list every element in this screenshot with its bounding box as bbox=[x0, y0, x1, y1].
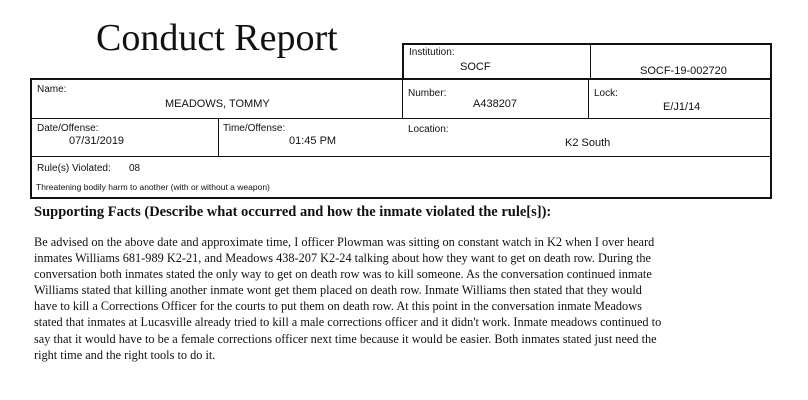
lock-value: E/J1/14 bbox=[663, 101, 701, 113]
inmate-info-box bbox=[30, 78, 772, 199]
report-number: SOCF-19-002720 bbox=[640, 65, 727, 77]
narrative-line: say that it would have to be a female corrections officer next time because it would be easier. Both inmates stated just need the bbox=[34, 331, 657, 346]
location-value: K2 South bbox=[565, 137, 611, 149]
narrative-line: right time and the right tools to do it. bbox=[34, 347, 216, 362]
name-divider bbox=[402, 80, 403, 118]
number-label: Number: bbox=[408, 88, 447, 99]
row2-divider bbox=[32, 156, 770, 157]
narrative-line: inmates Williams 681-989 K2-21, and Meadows 438-207 K2-24 talking about how they want to get on death row. During the bbox=[34, 251, 651, 266]
number-value: A438207 bbox=[473, 98, 518, 110]
narrative-line: have to kill a Corrections Officer for the courts to put them on death row. At this point in the conversation inmate Meadows bbox=[34, 299, 642, 314]
number-divider bbox=[588, 80, 589, 118]
institution-label: Institution: bbox=[409, 47, 455, 58]
institution-divider bbox=[590, 45, 591, 78]
date-value: 07/31/2019 bbox=[69, 135, 125, 147]
lock-label: Lock: bbox=[594, 88, 618, 99]
narrative-line: stated that inmates at Lucasville already tried to kill a male corrections officer and it didn't work. Inmate meadows continued to bbox=[34, 315, 662, 330]
date-label: Date/Offense: bbox=[37, 123, 99, 134]
institution-box bbox=[402, 43, 772, 80]
row1-divider bbox=[32, 118, 770, 119]
narrative-text bbox=[34, 234, 794, 363]
location-label: Location: bbox=[408, 124, 449, 135]
supporting-facts-heading: Supporting Facts (Describe what occurred and how the inmate violated the rule[s]): bbox=[34, 204, 552, 220]
rules-label: Rule(s) Violated: bbox=[37, 163, 111, 174]
institution-value: SOCF bbox=[460, 61, 491, 73]
name-value: MEADOWS, TOMMY bbox=[165, 98, 270, 110]
name-label: Name: bbox=[37, 84, 67, 95]
rules-value: 08 bbox=[129, 163, 141, 174]
report-title: Conduct Report bbox=[96, 17, 338, 59]
time-label: Time/Offense: bbox=[223, 123, 286, 134]
time-value: 01:45 PM bbox=[289, 135, 337, 147]
narrative-line: Williams stated that killing another inmate wont get them placed on death row. Inmate Williams then stated that they would bbox=[34, 283, 642, 298]
date-divider bbox=[218, 118, 219, 156]
narrative-line: Be advised on the above date and approximate time, I officer Plowman was sitting on constant watch in K2 when I over heard bbox=[34, 235, 655, 249]
narrative-line: conversation both inmates stated the only way to get on death row was to kill someone. As the conversation continued inmate bbox=[34, 267, 652, 282]
rule-description: Threatening bodily harm to another (with or without a weapon) bbox=[36, 182, 270, 192]
